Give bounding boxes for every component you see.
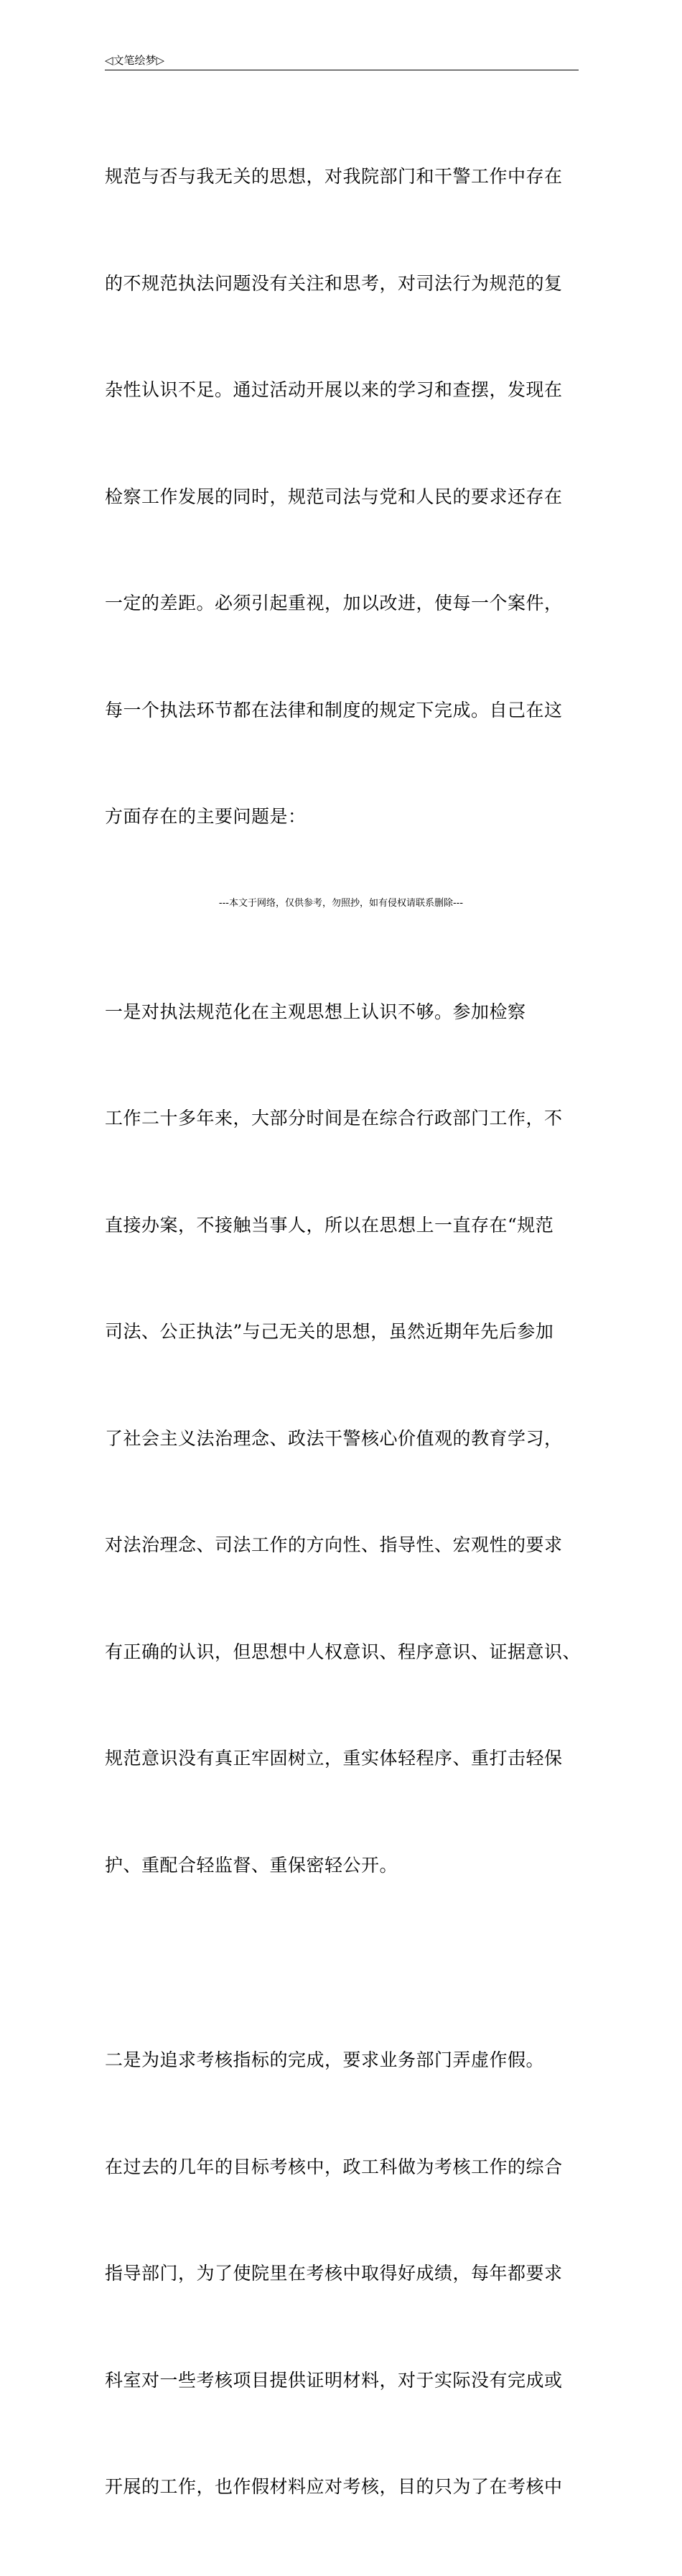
paragraph-2 [105, 923, 587, 1955]
text-line: 规范意识没有真正牢固树立，重实体轻程序、重打击轻保 [105, 1748, 563, 1769]
text-line: 有正确的认识，但思想中人权意识、程序意识、证据意识、 [105, 1641, 581, 1662]
footer-disclaimer: ---本文于网络，仅供参考，勿照抄，如有侵权请联系删除--- [218, 898, 464, 909]
text-line: 开展的工作，也作假材料应对考核，目的只为了在考核中 [105, 2476, 563, 2497]
text-line: 护、重配合轻监督、重保密轻公开。 [105, 1854, 398, 1876]
text-line: 在过去的几年的目标考核中，政工科做为考核工作的综合 [105, 2156, 563, 2177]
text-line: 了社会主义法治理念、政法干警核心价值观的教育学习， [105, 1427, 563, 1449]
paragraph-1 [105, 88, 587, 906]
text-line: 司法、公正执法”与己无关的思想，虽然近期年先后参加 [105, 1321, 554, 1342]
text-line: 规范与否与我无关的思想，对我院部门和干警工作中存在 [105, 166, 563, 187]
paragraph-3 [105, 1971, 587, 2576]
text-line: 检察工作发展的同时，规范司法与党和人民的要求还存在 [105, 486, 563, 507]
text-line: 每一个执法环节都在法律和制度的规定下完成。自己在这 [105, 699, 563, 721]
page-footer [0, 896, 682, 911]
text-line: 的不规范执法问题没有关注和思考，对司法行为规范的复 [105, 272, 563, 294]
page-header [105, 52, 579, 69]
text-line: 直接办案，不接触当事人，所以在思想上一直存在“规范 [105, 1214, 554, 1236]
text-line: 一定的差距。必须引起重视，加以改进，使每一个案件， [105, 593, 563, 613]
header-title: ◁文笔绘梦▷ [105, 54, 165, 67]
text-line: 指导部门，为了使院里在考核中取得好成绩，每年都要求 [105, 2263, 563, 2284]
text-line: 杂性认识不足。通过活动开展以来的学习和查摆，发现在 [105, 379, 563, 400]
document-body [105, 88, 587, 2576]
text-line: 二是为追求考核指标的完成，要求业务部门弄虚作假。 [105, 2049, 545, 2070]
text-line: 一是对执法规范化在主观思想上认识不够。参加检察 [105, 1001, 526, 1022]
text-line: 方面存在的主要问题是： [105, 806, 307, 827]
text-line: 科室对一些考核项目提供证明材料，对于实际没有完成或 [105, 2369, 563, 2391]
paragraph-spacer [105, 1954, 587, 1971]
text-line: 工作二十多年来，大部分时间是在综合行政部门工作，不 [105, 1108, 563, 1129]
text-line: 对法治理念、司法工作的方向性、指导性、宏观性的要求 [105, 1534, 563, 1555]
